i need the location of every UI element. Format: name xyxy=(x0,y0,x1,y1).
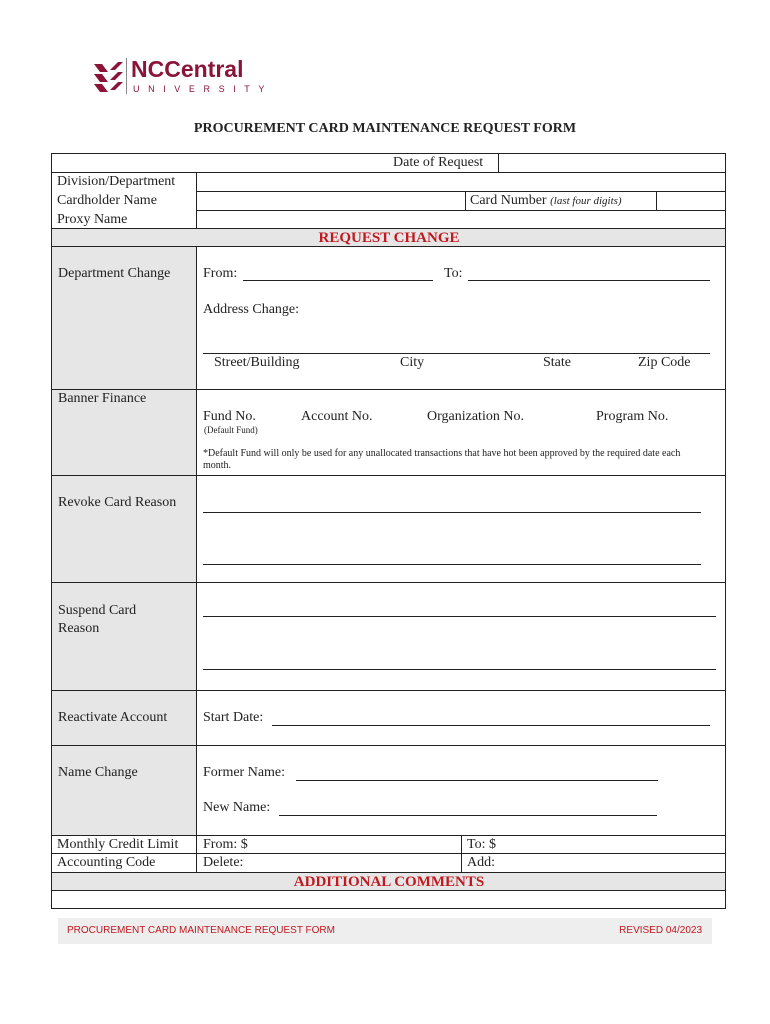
date-of-request-label: Date of Request xyxy=(393,155,484,170)
card-number-label: Card Number (last four digits) xyxy=(470,193,622,208)
additional-comments-heading: ADDITIONAL COMMENTS xyxy=(293,874,485,890)
footer-bar xyxy=(58,918,712,944)
dept-from-label: From: xyxy=(203,266,238,281)
limit-from-label: From: $ xyxy=(203,837,248,852)
new-name-label: New Name: xyxy=(203,800,271,815)
organization-no-label: Organization No. xyxy=(427,409,524,424)
start-date-field[interactable] xyxy=(272,709,710,725)
delete-label: Delete: xyxy=(203,855,244,870)
monthly-credit-limit-label: Monthly Credit Limit xyxy=(57,837,179,852)
suspend-reason-field-2[interactable] xyxy=(203,653,716,669)
revoke-card-reason-label: Revoke Card Reason xyxy=(58,495,177,510)
card-number-hint: (last four digits) xyxy=(550,195,622,207)
fund-no-label: Fund No. xyxy=(203,409,256,424)
revoke-reason-field-1[interactable] xyxy=(203,496,701,512)
form-title: PROCUREMENT CARD MAINTENANCE REQUEST FORM xyxy=(193,121,577,136)
street-building-label: Street/Building xyxy=(214,355,300,370)
banner-finance-label: Banner Finance xyxy=(58,391,147,406)
zip-code-label: Zip Code xyxy=(638,355,691,370)
state-label: State xyxy=(543,355,571,370)
logo-name: NCCentral xyxy=(131,56,244,82)
division-department-field[interactable] xyxy=(197,173,724,190)
reactivate-account-label: Reactivate Account xyxy=(58,710,168,725)
delete-field[interactable] xyxy=(252,854,459,870)
department-change-label: Department Change xyxy=(58,266,171,281)
city-label: City xyxy=(400,355,425,370)
limit-from-field[interactable] xyxy=(252,836,459,852)
default-fund-note: *Default Fund will only be used for any unallocated transactions that have hot been approved by the required date each month. xyxy=(203,448,681,471)
add-label: Add: xyxy=(467,855,495,870)
card-number-field[interactable] xyxy=(657,192,724,209)
suspend-card-reason-label: Suspend Card Reason xyxy=(58,603,137,636)
default-fund-label: (Default Fund) xyxy=(204,425,258,435)
logo-sub: UNIVERSITY xyxy=(133,84,274,94)
cardholder-name-label: Cardholder Name xyxy=(57,193,157,208)
address-field[interactable] xyxy=(203,337,710,353)
proxy-name-field[interactable] xyxy=(197,211,724,227)
division-department-label: Division/Department xyxy=(57,174,176,189)
cardholder-name-field[interactable] xyxy=(197,192,463,209)
university-logo xyxy=(92,56,274,98)
additional-comments-field[interactable] xyxy=(52,891,724,907)
former-name-label: Former Name: xyxy=(203,765,286,780)
request-change-heading: REQUEST CHANGE xyxy=(318,230,460,246)
date-of-request-field[interactable] xyxy=(499,154,724,171)
ncc-chevron-logo-icon xyxy=(92,60,126,94)
new-name-field[interactable] xyxy=(279,799,657,815)
start-date-label: Start Date: xyxy=(203,710,264,725)
name-change-label: Name Change xyxy=(58,765,138,780)
limit-to-label: To: $ xyxy=(467,837,496,852)
footer-revised-date: REVISED 04/2023 xyxy=(619,925,702,936)
account-no-label: Account No. xyxy=(301,409,373,424)
dept-to-label: To: xyxy=(444,266,463,281)
proxy-name-label: Proxy Name xyxy=(57,212,128,227)
accounting-code-label: Accounting Code xyxy=(57,855,156,870)
suspend-reason-field-1[interactable] xyxy=(203,600,716,616)
former-name-field[interactable] xyxy=(296,764,658,780)
footer-form-title: PROCUREMENT CARD MAINTENANCE REQUEST FORM xyxy=(67,925,335,936)
revoke-reason-field-2[interactable] xyxy=(203,548,701,564)
limit-to-field[interactable] xyxy=(500,836,723,852)
address-change-label: Address Change: xyxy=(203,302,300,317)
add-field[interactable] xyxy=(500,854,723,870)
program-no-label: Program No. xyxy=(596,409,669,424)
